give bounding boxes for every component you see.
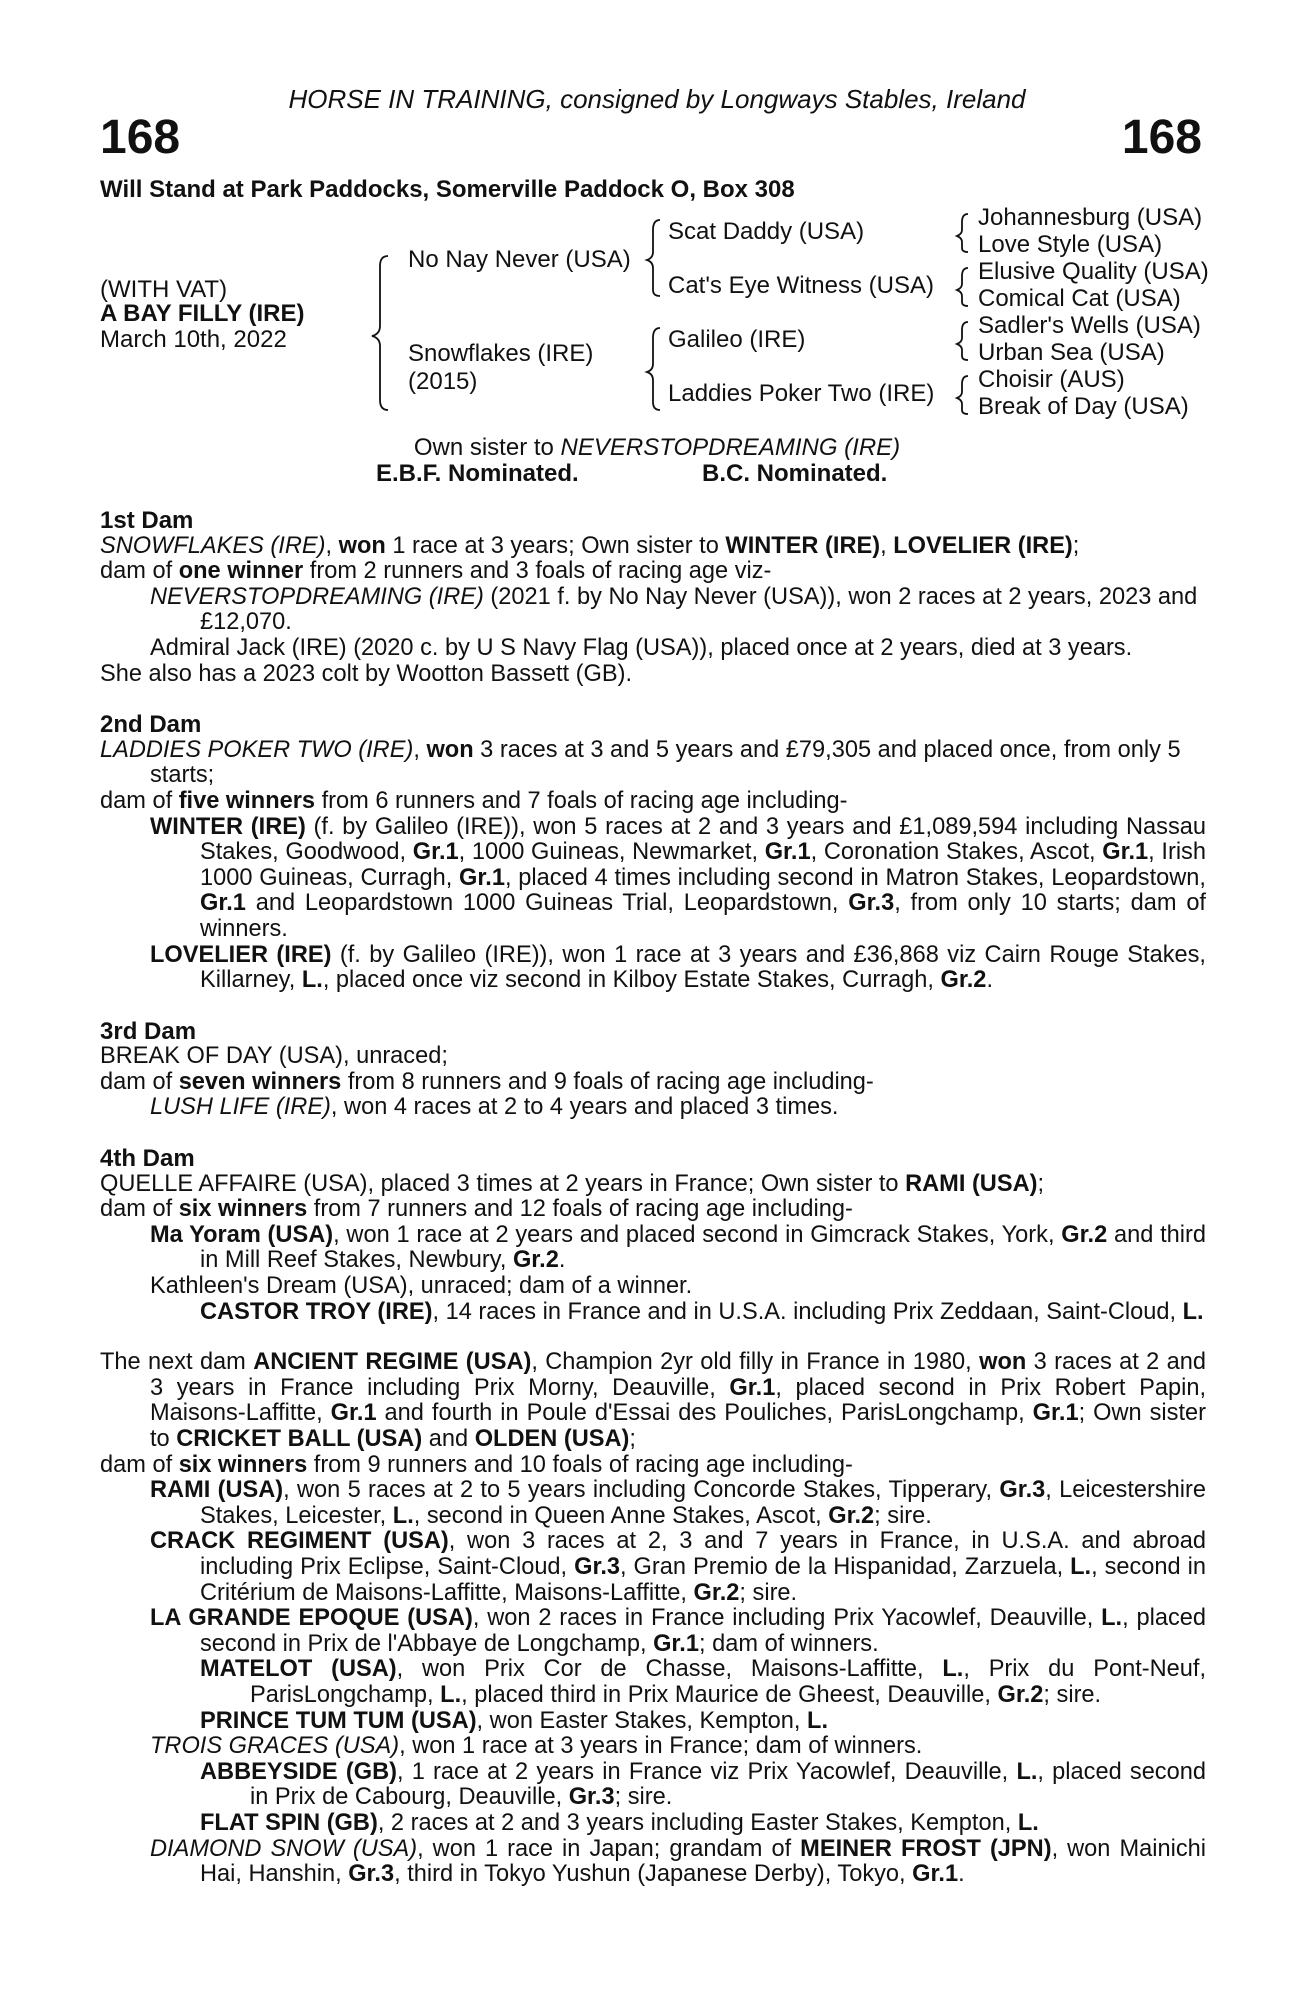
text: . bbox=[986, 967, 993, 994]
text: , placed third in Prix Maurice de Gheest, Deauville, bbox=[461, 1681, 998, 1708]
text: ; dam of winners. bbox=[699, 1630, 879, 1657]
horse-dob: March 10th, 2022 bbox=[100, 326, 287, 353]
produce-name: MATELOT (USA) bbox=[200, 1656, 397, 1683]
second-dam-heading: 2nd Dam bbox=[100, 711, 202, 739]
produce-name: CASTOR TROY (IRE) bbox=[200, 1298, 433, 1325]
text: , Coronation Stakes, Ascot, bbox=[810, 839, 1103, 866]
sep: , bbox=[413, 736, 427, 763]
sire: No Nay Never (USA) bbox=[408, 246, 631, 273]
text: ; Own sister to bbox=[150, 1400, 1206, 1452]
produce-name: ABBEYSIDE (GB) bbox=[200, 1758, 397, 1785]
text: , won 3 races at 2, 3 and 7 years in France, in U.S.A. and abroad including Prix Eclipse, Saint-Cloud, bbox=[200, 1528, 1207, 1580]
winner-count: seven winners bbox=[178, 1068, 342, 1095]
grade: L. bbox=[1070, 1553, 1092, 1580]
first-dam-line bbox=[100, 534, 1206, 560]
fourth-dam-heading: 4th Dam bbox=[100, 1145, 195, 1173]
won: won bbox=[426, 736, 474, 763]
grandchild-name: MEINER FROST (JPN) bbox=[800, 1835, 1052, 1862]
sep: , bbox=[880, 532, 894, 559]
text: , second in Critérium de Maisons-Laffitte, Maisons-Laffitte, bbox=[200, 1553, 1206, 1606]
text: dam of bbox=[100, 558, 179, 585]
winner-count: six winners bbox=[178, 1451, 308, 1478]
produce-ma-yoram bbox=[100, 1223, 1206, 1274]
grade: Gr.2 bbox=[940, 967, 987, 994]
grade: L. bbox=[1017, 1809, 1039, 1836]
text: from 9 runners and 10 foals of racing age including- bbox=[307, 1451, 853, 1478]
third-dam-produce-summary bbox=[100, 1070, 1206, 1096]
produce-trois-graces bbox=[100, 1734, 1206, 1760]
fourth-dam-line bbox=[100, 1172, 1206, 1198]
text: from 6 runners and 7 foals of racing age including- bbox=[315, 787, 848, 814]
grade: L. bbox=[1101, 1605, 1123, 1632]
text: , won 2 races in France including Prix Yacowlef, Deauville, bbox=[472, 1605, 1102, 1632]
produce-castor-troy bbox=[100, 1300, 1206, 1326]
text: . bbox=[958, 1861, 965, 1888]
second-dam-line bbox=[100, 738, 1206, 789]
sibling-winter: WINTER (IRE) bbox=[725, 532, 881, 559]
grade: Gr.3 bbox=[999, 1477, 1046, 1504]
text: , won 4 races at 2 to 4 years and placed 3 times. bbox=[330, 1094, 839, 1121]
second-dam-produce-summary bbox=[100, 789, 1206, 815]
sibling: CRICKET BALL (USA) bbox=[176, 1426, 423, 1452]
own-sister-name: NEVERSTOPDREAMING (IRE) bbox=[560, 434, 901, 461]
grade: Gr.1 bbox=[912, 1861, 959, 1888]
text: from 8 runners and 9 foals of racing age including- bbox=[341, 1068, 874, 1095]
dd-sire: Choisir (AUS) bbox=[978, 366, 1125, 393]
won: won bbox=[979, 1349, 1027, 1376]
text: , won 1 race at 3 years in France; dam of winners. bbox=[399, 1733, 923, 1760]
grade: Gr.1 bbox=[412, 839, 459, 866]
produce-rami bbox=[100, 1478, 1206, 1529]
grade: Gr.1 bbox=[1032, 1400, 1079, 1427]
produce-name: LUSH LIFE (IRE) bbox=[150, 1094, 331, 1121]
text: ; sire. bbox=[739, 1579, 798, 1606]
ss-dam: Love Style (USA) bbox=[978, 231, 1163, 258]
sire-dam: Cat's Eye Witness (USA) bbox=[668, 272, 934, 299]
text: , won 1 race at 2 years and placed second in Gimcrack Stakes, York, bbox=[333, 1221, 1062, 1248]
text: and bbox=[422, 1426, 475, 1452]
dam-year: (2015) bbox=[408, 368, 478, 395]
text: ; sire. bbox=[614, 1784, 673, 1811]
produce-winter bbox=[100, 815, 1206, 943]
text: , 14 races in France and in U.S.A. including Prix Zeddaan, Saint-Cloud, bbox=[432, 1298, 1183, 1325]
text: ; bbox=[1037, 1170, 1045, 1197]
ebf-nominated: E.B.F. Nominated. bbox=[376, 460, 579, 487]
first-dam-heading: 1st Dam bbox=[100, 507, 194, 534]
text: , won Prix Cor de Chasse, Maisons-Laffitte, bbox=[396, 1656, 943, 1683]
text: . bbox=[558, 1247, 566, 1274]
ds-dam: Urban Sea (USA) bbox=[978, 339, 1165, 366]
text: , Gran Premio de la Hispanidad, Zarzuela, bbox=[620, 1553, 1071, 1580]
grade: Gr.3 bbox=[574, 1553, 621, 1580]
won: won bbox=[338, 532, 386, 559]
text: The next dam bbox=[100, 1349, 254, 1376]
sep: , bbox=[325, 532, 339, 559]
text: , 1000 Guineas, Newmarket, bbox=[458, 839, 765, 866]
produce-abbeyside bbox=[100, 1760, 1206, 1811]
bc-nominated: B.C. Nominated. bbox=[702, 460, 888, 487]
produce-name: CRACK REGIMENT (USA) bbox=[150, 1528, 449, 1555]
produce-name: TROIS GRACES (USA) bbox=[150, 1733, 400, 1760]
sire-sire: Scat Daddy (USA) bbox=[668, 218, 865, 245]
text: , Leicestershire Stakes, Leicester, bbox=[200, 1477, 1207, 1529]
dam-sire: Galileo (IRE) bbox=[668, 326, 806, 353]
grade: Gr.3 bbox=[568, 1784, 615, 1811]
text: , placed second in Prix de Cabourg, Deauville, bbox=[250, 1758, 1206, 1811]
next-dam-produce-summary bbox=[100, 1453, 1206, 1479]
also-has-note: She also has a 2023 colt by Wootton Bassett (GB). bbox=[100, 660, 633, 687]
sd-dam: Comical Cat (USA) bbox=[978, 285, 1181, 312]
produce-la-grande-epoque bbox=[100, 1606, 1206, 1657]
produce-diamond-snow bbox=[100, 1837, 1206, 1888]
text: from 7 runners and 12 foals of racing age including- bbox=[307, 1196, 853, 1223]
grade: Gr.2 bbox=[997, 1681, 1044, 1708]
produce-lush-life bbox=[100, 1095, 1206, 1121]
lot-number-left: 168 bbox=[100, 111, 181, 164]
grade: Gr.1 bbox=[1102, 839, 1149, 866]
grade: L. bbox=[1182, 1298, 1204, 1325]
horse-name: A BAY FILLY (IRE) bbox=[100, 300, 305, 327]
grade: L. bbox=[301, 967, 323, 994]
produce-name: DIAMOND SNOW (USA) bbox=[150, 1835, 418, 1862]
text: dam of bbox=[100, 1068, 179, 1095]
produce-crack-regiment bbox=[100, 1529, 1206, 1606]
third-dam-heading: 3rd Dam bbox=[100, 1017, 197, 1045]
sd-sire: Elusive Quality (USA) bbox=[978, 258, 1209, 285]
text: , Champion 2yr old filly in France in 1980, bbox=[531, 1349, 980, 1376]
grade: Gr.1 bbox=[200, 890, 246, 917]
text: , Prix du Pont-Neuf, ParisLongchamp, bbox=[250, 1656, 1206, 1708]
grade: Gr.2 bbox=[828, 1502, 875, 1529]
next-dam-name: ANCIENT REGIME (USA) bbox=[253, 1349, 532, 1376]
grade: Gr.2 bbox=[512, 1247, 559, 1274]
text: and third in Mill Reef Stakes, Newbury, bbox=[200, 1221, 1206, 1274]
produce-lovelier bbox=[100, 943, 1206, 994]
text: dam of bbox=[100, 1196, 179, 1223]
own-sister-prefix: Own sister to bbox=[413, 434, 561, 461]
text: dam of bbox=[100, 1451, 179, 1478]
own-sister-note bbox=[0, 434, 1314, 462]
text: , 2 races at 2 and 3 years including Easter Stakes, Kempton, bbox=[377, 1809, 1018, 1836]
produce-matelot bbox=[100, 1657, 1206, 1708]
text: , 1 race at 2 years in France viz Prix Yacowlef, Deauville, bbox=[396, 1758, 1017, 1785]
produce-flat-spin bbox=[100, 1811, 1206, 1837]
grade: L. bbox=[440, 1681, 462, 1708]
produce-admiral-jack: Admiral Jack (IRE) (2020 c. by U S Navy Flag (USA)), placed once at 2 years, died at 3 years. bbox=[150, 634, 1133, 661]
dam-dam: Laddies Poker Two (IRE) bbox=[668, 380, 935, 407]
text: 1 race at 3 years; Own sister to bbox=[385, 532, 726, 559]
grade: Gr.1 bbox=[459, 864, 505, 891]
grade: Gr.2 bbox=[693, 1579, 740, 1606]
produce-name: LOVELIER (IRE) bbox=[150, 941, 332, 968]
text: QUELLE AFFAIRE (USA), placed 3 times at 2 years in France; Own sister to bbox=[100, 1170, 906, 1197]
text: , won Easter Stakes, Kempton, bbox=[476, 1707, 808, 1734]
produce-kathleens-dream: Kathleen's Dream (USA), unraced; dam of a winner. bbox=[150, 1273, 693, 1300]
grade: Gr.1 bbox=[330, 1400, 377, 1427]
text: , second in Queen Anne Stakes, Ascot, bbox=[413, 1502, 829, 1529]
dam: Snowflakes (IRE) bbox=[408, 340, 594, 367]
winner-count: six winners bbox=[178, 1196, 308, 1223]
sibling: OLDEN (USA) bbox=[474, 1426, 630, 1452]
grade: Gr.3 bbox=[348, 1861, 395, 1888]
text: 3 races at 3 and 5 years and £79,305 and placed once, from only 5 starts; bbox=[150, 736, 1181, 789]
grade: L. bbox=[942, 1656, 964, 1683]
text: dam of bbox=[100, 787, 179, 814]
text: , won Mainichi Hai, Hanshin, bbox=[200, 1835, 1206, 1888]
text: , placed once viz second in Kilboy Estate Stakes, Curragh, bbox=[322, 967, 941, 994]
grade: Gr.2 bbox=[1061, 1221, 1108, 1248]
winner-count: one winner bbox=[178, 558, 304, 585]
text: (f. by Galileo (IRE)), won 5 races at 2 and 3 years and £1,089,594 including Nassau Stakes, Goodwood, bbox=[200, 813, 1206, 866]
produce-name: FLAT SPIN (GB) bbox=[200, 1809, 378, 1836]
grade: L. bbox=[807, 1707, 828, 1734]
produce-name: LA GRANDE EPOQUE (USA) bbox=[150, 1605, 473, 1632]
vat-label: (WITH VAT) bbox=[100, 276, 228, 303]
third-dam-line: BREAK OF DAY (USA), unraced; bbox=[100, 1043, 448, 1070]
text: (2021 f. by No Nay Never (USA)), won 2 races at 2 years, 2023 and £12,070. bbox=[200, 583, 1198, 636]
first-dam-name: SNOWFLAKES (IRE) bbox=[100, 532, 326, 559]
grade: L. bbox=[1016, 1758, 1038, 1785]
text: ; sire. bbox=[874, 1502, 932, 1529]
catalogue-body bbox=[100, 508, 1206, 1888]
text: ; bbox=[629, 1426, 636, 1452]
first-dam-produce-summary bbox=[100, 559, 1206, 585]
text: ; sire. bbox=[1043, 1681, 1102, 1708]
consignor-line: HORSE IN TRAINING, consigned by Longways Stables, Ireland bbox=[288, 84, 1026, 114]
produce-prince-tum-tum bbox=[100, 1709, 1206, 1735]
text: , placed second in Prix de l'Abbaye de Longchamp, bbox=[200, 1605, 1206, 1657]
produce-name: Ma Yoram (USA) bbox=[150, 1221, 334, 1248]
lot-number-right: 168 bbox=[1121, 111, 1202, 164]
grade: Gr.1 bbox=[653, 1630, 699, 1657]
produce-neverstopdreaming bbox=[100, 585, 1206, 636]
sibling-lovelier: LOVELIER (IRE) bbox=[893, 532, 1073, 559]
produce-name: WINTER (IRE) bbox=[150, 813, 306, 840]
text: , from only 10 starts; dam of winners. bbox=[200, 890, 1206, 942]
grade: Gr.3 bbox=[848, 890, 895, 917]
text: and fourth in Poule d'Essai des Pouliches, ParisLongchamp, bbox=[376, 1400, 1033, 1427]
text: , Irish 1000 Guineas, Curragh, bbox=[200, 839, 1206, 891]
next-dam-line bbox=[100, 1350, 1206, 1452]
text: , won 1 race in Japan; grandam of bbox=[417, 1835, 801, 1862]
text: and Leopardstown 1000 Guineas Trial, Leopardstown, bbox=[245, 890, 849, 917]
fourth-dam-produce-summary bbox=[100, 1197, 1206, 1223]
produce-name: NEVERSTOPDREAMING (IRE) bbox=[150, 583, 484, 610]
text: (f. by Galileo (IRE)), won 1 race at 3 years and £36,868 viz Cairn Rouge Stakes, Killarney, bbox=[200, 941, 1206, 994]
grade: Gr.1 bbox=[729, 1374, 776, 1401]
text: , placed 4 times including second in Matron Stakes, Leopardstown, bbox=[504, 864, 1206, 891]
second-dam-name: LADDIES POKER TWO (IRE) bbox=[100, 736, 414, 763]
produce-name: RAMI (USA) bbox=[150, 1477, 284, 1504]
text: , third in Tokyo Yushun (Japanese Derby), Tokyo, bbox=[394, 1861, 913, 1888]
sep: ; bbox=[1072, 532, 1080, 559]
produce-name: PRINCE TUM TUM (USA) bbox=[200, 1707, 477, 1734]
winner-count: five winners bbox=[178, 787, 316, 814]
ds-sire: Sadler's Wells (USA) bbox=[978, 312, 1201, 339]
sibling-rami: RAMI (USA) bbox=[905, 1170, 1038, 1197]
text: , placed second in Prix Robert Papin, Maisons-Laffitte, bbox=[150, 1374, 1206, 1427]
grade: L. bbox=[392, 1502, 414, 1529]
text: from 2 runners and 3 foals of racing age viz- bbox=[303, 558, 772, 585]
text: 3 races at 2 and 3 years in France including Prix Morny, Deauville, bbox=[150, 1349, 1206, 1401]
grade: Gr.1 bbox=[764, 839, 811, 866]
dd-dam: Break of Day (USA) bbox=[978, 393, 1189, 420]
stand-location: Will Stand at Park Paddocks, Somerville Paddock O, Box 308 bbox=[100, 176, 795, 203]
ss-sire: Johannesburg (USA) bbox=[978, 204, 1203, 231]
text: , won 5 races at 2 to 5 years including Concorde Stakes, Tipperary, bbox=[283, 1477, 1000, 1504]
